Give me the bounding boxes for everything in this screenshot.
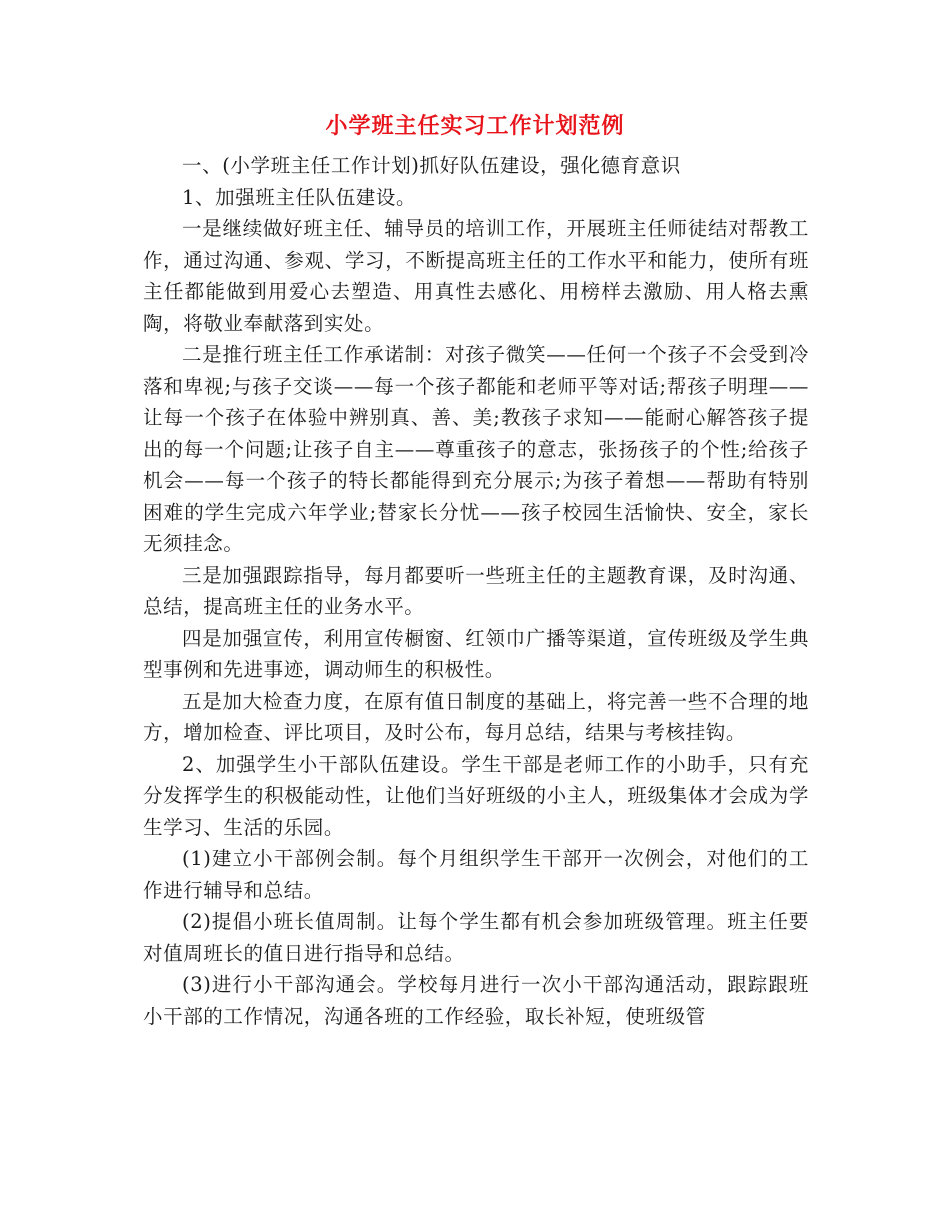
subsection-heading-2: 2、加强学生小干部队伍建设。学生干部是老师工作的小助手，只有充分发挥学生的积极能动性，让他们当好班级的小主人，班级集体才会成为学生学习、生活的乐园。 (143, 752, 809, 839)
subsection-heading-1: 1、加强班主任队伍建设。 (182, 185, 417, 209)
list-item-communication: (3)进行小干部沟通会。学校每月进行一次小干部沟通活动，跟踪跟班小干部的工作情况，沟通各班的工作经验，取长补短，使班级管 (143, 973, 809, 1028)
paragraph-publicity: 四是加强宣传，利用宣传橱窗、红领巾广播等渠道，宣传班级及学生典型事例和先进事迹，调动师生的积极性。 (143, 626, 809, 681)
section-heading-1: 一、(小学班主任工作计划)抓好队伍建设，强化德育意识 (182, 154, 681, 177)
document-title: 小学班主任实习工作计划范例 (325, 113, 625, 139)
paragraph-commitment: 二是推行班主任工作承诺制：对孩子微笑——任何一个孩子不会受到冷落和卑视;与孩子交谈——每一个孩子都能和老师平等对话;帮孩子明理——让每一个孩子在体验中辨别真、善、美;教孩子求知——能耐心解答孩子提出的每一个问题;让孩子自主——尊重孩子的意志，张扬孩子的个性;给孩子机会——每一个孩子的特长都能得到充分展示;为孩子着想——帮助有特别困难的学生完成六年学业;替家长分忧——孩子校园生活愉快、安全，家长无须挂念。 (143, 343, 809, 555)
document-body (143, 150, 809, 1032)
paragraph-guidance: 三是加强跟踪指导，每月都要听一些班主任的主题教育课，及时沟通、总结，提高班主任的业务水平。 (143, 563, 809, 618)
paragraph-training: 一是继续做好班主任、辅导员的培训工作，开展班主任师徒结对帮教工作，通过沟通、参观、学习，不断提高班主任的工作水平和能力，使所有班主任都能做到用爱心去塑造、用真性去感化、用榜样去激励、用人格去熏陶，将敬业奉献落到实处。 (143, 217, 809, 335)
list-item-duty: (2)提倡小班长值周制。让每个学生都有机会参加班级管理。班主任要对值周班长的值日进行指导和总结。 (143, 910, 809, 965)
paragraph-inspection: 五是加大检查力度，在原有值日制度的基础上，将完善一些不合理的地方，增加检查、评比项目，及时公布，每月总结，结果与考核挂钩。 (143, 689, 809, 744)
list-item-meeting: (1)建立小干部例会制。每个月组织学生干部开一次例会，对他们的工作进行辅导和总结。 (143, 847, 809, 902)
